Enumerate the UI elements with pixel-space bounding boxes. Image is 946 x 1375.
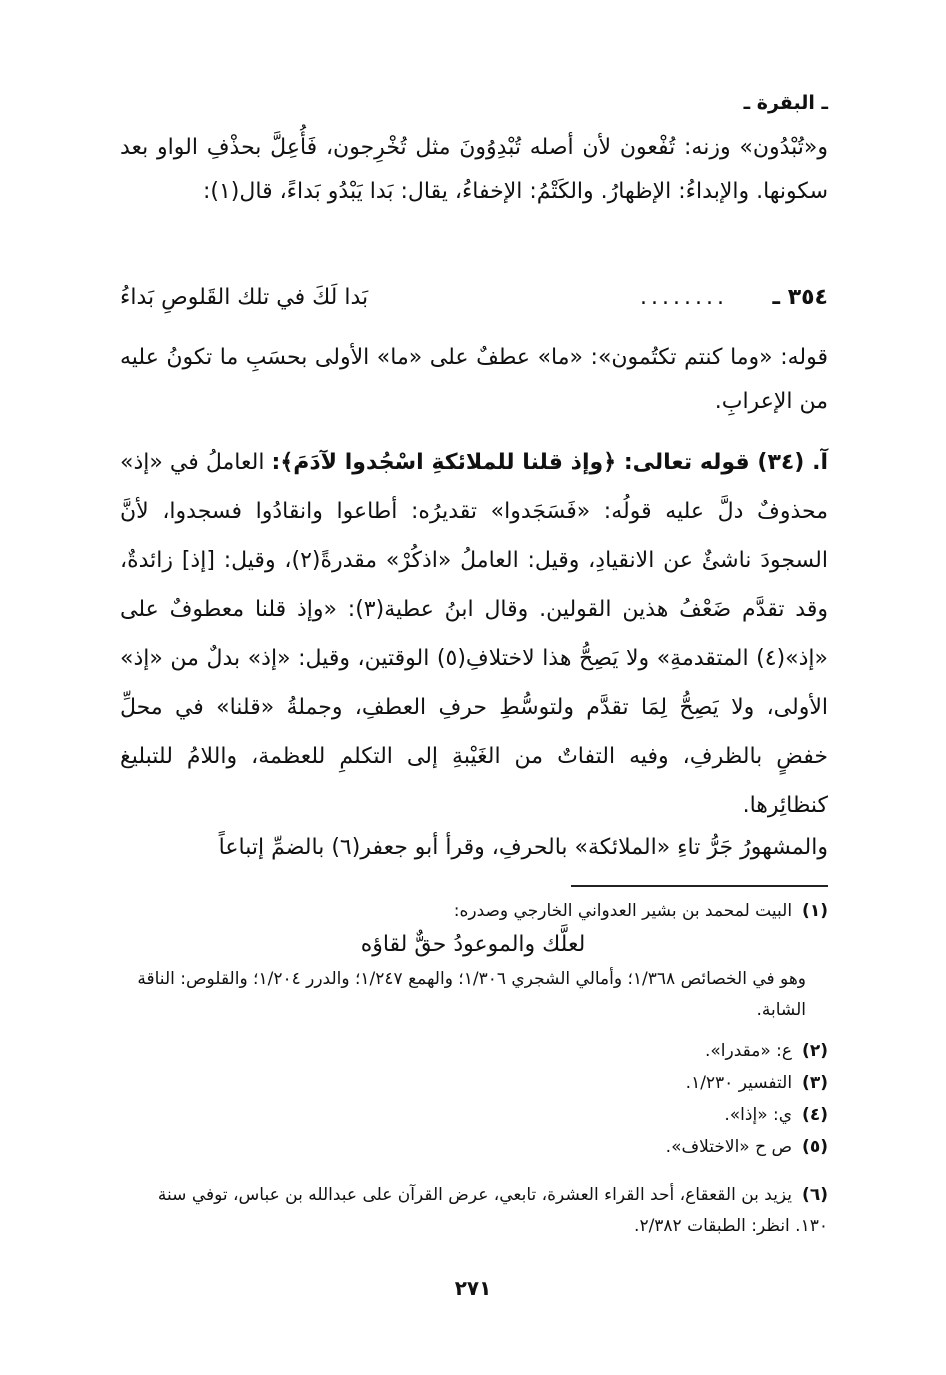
running-header: ـ البقرة ـ (743, 92, 828, 114)
footnote-number: (٣) (802, 1073, 828, 1093)
footnote-number: (٥) (802, 1137, 828, 1157)
verse-line (120, 276, 828, 320)
footnote-number: (٢) (802, 1041, 828, 1061)
footnote-5 (120, 1132, 828, 1163)
paragraph-3 (120, 438, 828, 830)
footnote-number: (٤) (802, 1105, 828, 1125)
footnote-number: (١) (802, 901, 828, 921)
page-number: ٢٧١ (454, 1276, 492, 1300)
ayah-heading: آ. (٣٤) قوله تعالى: ﴿وإذ قلنا للملائكةِ اسْجُدوا لآدَمَ﴾: (271, 450, 828, 475)
footnote-text: التفسير ١/٢٣٠. (685, 1073, 793, 1093)
footnote-1-continued: وهو في الخصائص ١/٣٦٨؛ وأمالي الشجري ١/٣٠٦؛ والهمع ١/٢٤٧؛ والدرر ١/٢٠٤؛ والقلوص: الناقة الشابة. (137, 969, 806, 1020)
footnote-4 (120, 1100, 828, 1131)
footnote-1-verse: لعلَّك والموعودُ حقٌّ لقاؤه (360, 932, 586, 957)
footnote-3 (120, 1068, 828, 1099)
verse-number: ٣٥٤ ـ (772, 285, 828, 310)
footnote-text: ي: «إذا». (724, 1105, 793, 1125)
footnote-divider (571, 885, 828, 887)
paragraph-4: والمشهورُ جَرُّ تاءِ «الملائكة» بالحرفِ، وقرأ أبو جعفر(٦) بالضمِّ إتباعاً (218, 835, 828, 860)
footnote-number: (٦) (802, 1185, 828, 1205)
footnote-text: ع: «مقدرا». (705, 1041, 793, 1061)
footnote-text: ص ح «الاختلاف». (665, 1137, 793, 1157)
footnote-1 (120, 896, 828, 927)
verse-text: بَدا لَكَ في تلك القَلوصِ بَداءُ (120, 285, 369, 310)
footnote-6 (120, 1180, 828, 1242)
footnote-2 (120, 1036, 828, 1067)
footnote-text: يزيد بن القعقاع، أحد القراء العشرة، تابعي، عرض القرآن على عبدالله بن عباس، توفي سنة ١٣٠. انظر: الطبقات ٢/٣٨٢. (157, 1185, 828, 1236)
footnote-text: البيت لمحمد بن بشير العدواني الخارجي وصدره: (453, 901, 793, 921)
paragraph-3-body: العاملُ في «إذ» محذوفٌ دلَّ عليه قولُه: «فَسَجَدوا» تقديرُه: أطاعوا وانقادُوا فسجدوا، لأنَّ السجودَ ناشئٌ عن الانقيادِ، وقيل: العاملُ «اذكُرْ» مقدرةً(٢)، وقيل: [إذ] زائدةٌ، وقد تقدَّم ضَعْفُ هذين القولين. وقال ابنُ عطية(٣): «وإذ قلنا معطوفٌ على «إذ»(٤) المتقدمةِ» ولا يَصِحُّ هذا لاختلافِ(٥) الوقتين، وقيل: «إذ» بدلٌ من «إذ» الأولى، ولا يَصِحُّ لِمَا تقدَّم ولتوسُّطِ حرفِ العطفِ، وجملةُ «قلنا» في محلِّ خفضٍ بالظرفِ، وفيه التفاتٌ من الغَيْبةِ إلى التكلمِ للعظمة، واللامُ للتبليغ كنظائِرها. (120, 450, 829, 818)
paragraph-1: و«تُبْدُون» وزنه: تُفْعون لأن أصله تُبْدِوُونَ مثل تُخْرِجون، فَأُعِلَّ بحذْفِ الواو بعد سكونها. والإبداءُ: الإظهارُ. والكَتْمُ: الإخفاءُ، يقال: بَدا يَبْدُو بَداءً، قال(١): (120, 135, 828, 204)
verse-dots: ........ (640, 285, 728, 310)
paragraph-2: قوله: «وما كنتم تكتُمون»: «ما» عطفٌ على «ما» الأولى بحسَبِ ما تكونُ عليه من الإعرابِ. (120, 345, 828, 414)
